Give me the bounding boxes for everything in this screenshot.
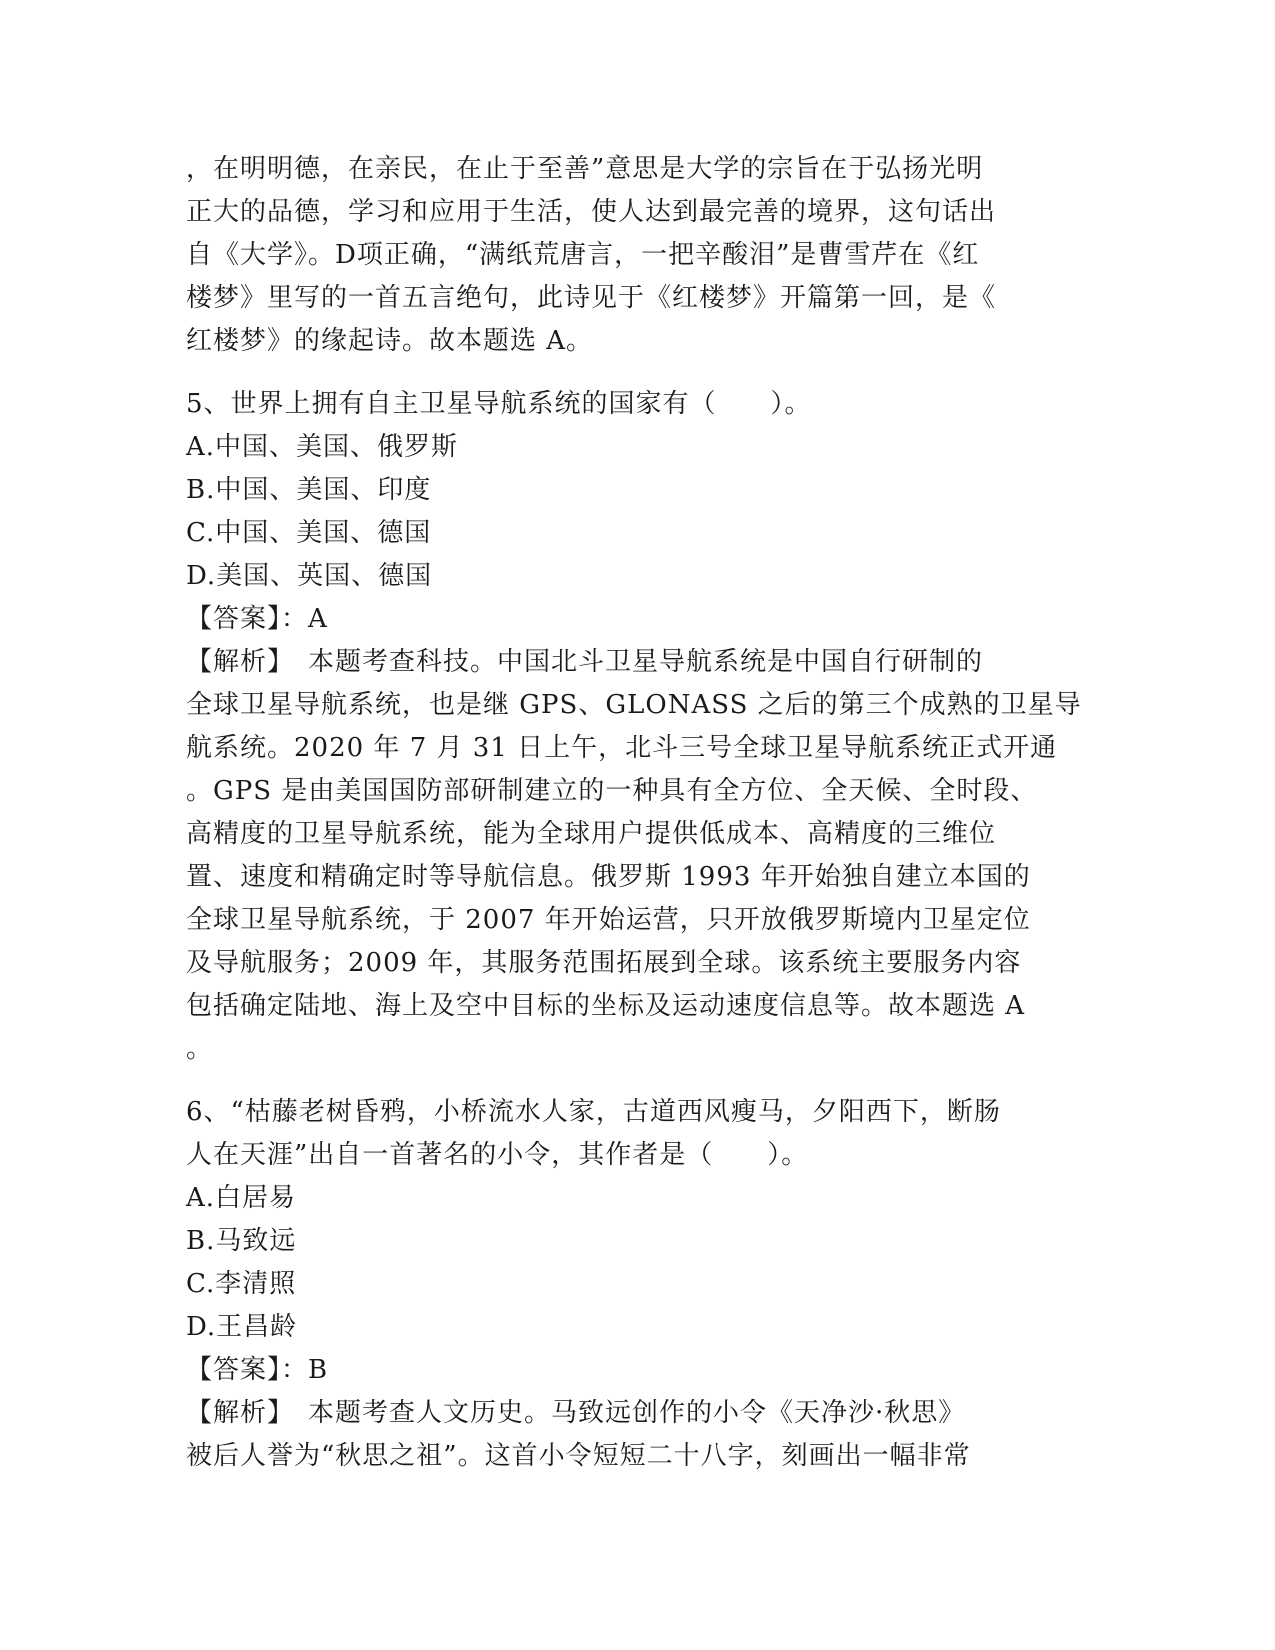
- text-line: ，在明明德，在亲民，在止于至善”意思是大学的宗旨在于弘扬光明: [186, 154, 984, 184]
- text-line: 红楼梦》的缘起诗。故本题选 A。: [186, 326, 594, 356]
- option-a: A.白居易: [186, 1183, 297, 1213]
- option-a: A.中国、美国、俄罗斯: [186, 432, 459, 462]
- question-stem: 人在天涯”出自一首著名的小令，其作者是（ ）。: [186, 1140, 809, 1170]
- option-d: D.王昌龄: [186, 1312, 298, 1342]
- analysis-line: 。: [186, 1034, 214, 1064]
- analysis-line: 高精度的卫星导航系统，能为全球用户提供低成本、高精度的三维位: [186, 819, 997, 849]
- analysis-line: 全球卫星导航系统，也是继 GPS、GLONASS 之后的第三个成熟的卫星导: [186, 690, 1082, 720]
- option-c: C.中国、美国、德国: [186, 518, 432, 548]
- option-d: D.美国、英国、德国: [186, 561, 433, 591]
- answer-line: 【答案】：B: [186, 1355, 329, 1385]
- text-line: 正大的品德，学习和应用于生活，使人达到最完善的境界，这句话出: [186, 197, 997, 227]
- analysis-line: 。GPS 是由美国国防部研制建立的一种具有全方位、全天候、全时段、: [186, 776, 1038, 806]
- previous-explanation: [186, 148, 1086, 363]
- text-line: 楼梦》里写的一首五言绝句，此诗见于《红楼梦》开篇第一回，是《: [186, 283, 997, 313]
- option-b: B.中国、美国、印度: [186, 475, 432, 505]
- question-5: [186, 383, 1086, 1071]
- analysis-line: 【解析】 本题考查人文历史。马致远创作的小令《天净沙·秋思》: [186, 1398, 966, 1428]
- spacer: [186, 363, 1086, 383]
- analysis-line: 【解析】 本题考查科技。中国北斗卫星导航系统是中国自行研制的: [186, 647, 984, 677]
- analysis-line: 置、速度和精确定时等导航信息。俄罗斯 1993 年开始独自建立本国的: [186, 862, 1031, 892]
- analysis-line: 及导航服务；2009 年，其服务范围拓展到全球。该系统主要服务内容: [186, 948, 1022, 978]
- document-page: [186, 148, 1086, 1478]
- analysis-line: 全球卫星导航系统，于 2007 年开始运营，只开放俄罗斯境内卫星定位: [186, 905, 1031, 935]
- question-6: [186, 1091, 1086, 1478]
- analysis-line: 包括确定陆地、海上及空中目标的坐标及运动速度信息等。故本题选 A: [186, 991, 1026, 1021]
- question-stem: 5、世界上拥有自主卫星导航系统的国家有（ ）。: [186, 389, 812, 419]
- spacer: [186, 1071, 1086, 1091]
- answer-line: 【答案】：A: [186, 604, 328, 634]
- question-stem: 6、“枯藤老树昏鸦，小桥流水人家，古道西风瘦马，夕阳西下，断肠: [186, 1097, 1001, 1127]
- analysis-line: 被后人誉为“秋思之祖”。这首小令短短二十八字，刻画出一幅非常: [186, 1441, 971, 1471]
- text-line: 自《大学》。D项正确，“满纸荒唐言，一把辛酸泪”是曹雪芹在《红: [186, 240, 980, 270]
- analysis-line: 航系统。2020 年 7 月 31 日上午，北斗三号全球卫星导航系统正式开通: [186, 733, 1058, 763]
- option-b: B.马致远: [186, 1226, 297, 1256]
- option-c: C.李清照: [186, 1269, 297, 1299]
